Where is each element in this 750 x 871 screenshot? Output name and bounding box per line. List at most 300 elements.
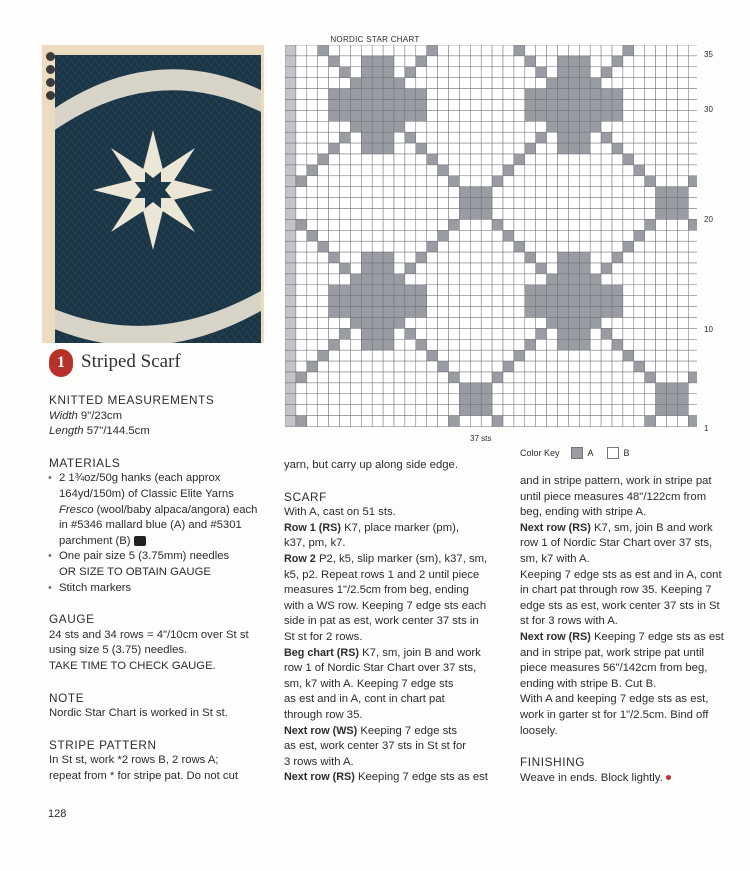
chart-cell: [307, 56, 318, 67]
chart-cell: [492, 154, 503, 165]
scarf-line: st for 3 rows with A.: [520, 615, 618, 628]
chart-edge-cell: [285, 307, 296, 318]
chart-cell: [307, 187, 318, 198]
chart-cell: [372, 219, 383, 230]
chart-cell: [296, 165, 307, 176]
chart-cell: [383, 78, 394, 89]
chart-cell: [634, 296, 645, 307]
row-number: 20: [704, 215, 713, 224]
chart-cell: [427, 383, 438, 394]
chart-cell: [536, 372, 547, 383]
chart-cell: [558, 241, 569, 252]
chart-cell: [449, 143, 460, 154]
chart-cell: [361, 230, 372, 241]
chart-cell: [296, 154, 307, 165]
chart-cell: [481, 241, 492, 252]
chart-cell: [492, 252, 503, 263]
chart-cell: [579, 230, 590, 241]
chart-edge-cell: [285, 318, 296, 329]
chart-cell: [361, 209, 372, 220]
chart-cell: [329, 100, 340, 111]
chart-cell: [492, 263, 503, 274]
chart-cell: [427, 350, 438, 361]
chart-cell: [514, 132, 525, 143]
chart-cell: [470, 339, 481, 350]
chart-cell: [427, 198, 438, 209]
chart-edge-cell: [285, 78, 296, 89]
chart-cell: [438, 394, 449, 405]
chart-cell: [307, 263, 318, 274]
chart-cell: [470, 78, 481, 89]
chart-cell: [503, 78, 514, 89]
chart-cell: [470, 328, 481, 339]
chart-cell: [307, 241, 318, 252]
chart-cell: [525, 110, 536, 121]
chart-cell: [318, 307, 329, 318]
chart-cell: [558, 132, 569, 143]
chart-cell: [590, 383, 601, 394]
chart-cell: [688, 132, 697, 143]
column-2: [284, 458, 504, 786]
chart-cell: [470, 296, 481, 307]
chart-cell: [492, 296, 503, 307]
chart-cell: [601, 187, 612, 198]
chart-cell: [470, 350, 481, 361]
chart-cell: [568, 383, 579, 394]
chart-cell: [372, 187, 383, 198]
chart-cell: [449, 78, 460, 89]
chart-cell: [340, 416, 351, 427]
chart-cell: [329, 110, 340, 121]
chart-cell: [481, 252, 492, 263]
chart-cell: [623, 176, 634, 187]
chart-cell: [459, 78, 470, 89]
chart-cell: [558, 339, 569, 350]
chart-edge-cell: [285, 110, 296, 121]
chart-cell: [612, 219, 623, 230]
chart-cell: [416, 143, 427, 154]
chart-cell: [318, 165, 329, 176]
chart-cell: [449, 328, 460, 339]
chart-cell: [372, 307, 383, 318]
chart-cell: [350, 339, 361, 350]
chart-cell: [361, 241, 372, 252]
chart-cell: [405, 219, 416, 230]
chart-cell: [612, 307, 623, 318]
chart-cell: [405, 165, 416, 176]
chart-cell: [438, 165, 449, 176]
chart-cell: [459, 328, 470, 339]
chart-cell: [601, 209, 612, 220]
chart-edge-cell: [285, 263, 296, 274]
chart-cell: [558, 110, 569, 121]
chart-cell: [492, 361, 503, 372]
chart-cell: [416, 67, 427, 78]
chart-cell: [623, 285, 634, 296]
chart-cell: [677, 143, 688, 154]
chart-cell: [601, 121, 612, 132]
page-number: 128: [48, 808, 67, 820]
chart-cell: [503, 328, 514, 339]
chart-cell: [416, 307, 427, 318]
chart-cell: [688, 230, 697, 241]
chart-cell: [645, 187, 656, 198]
row-1-line: Row 1 (RS) K7, place marker (pm),: [284, 521, 460, 534]
chart-cell: [514, 394, 525, 405]
chart-cell: [492, 89, 503, 100]
chart-cell: [481, 405, 492, 416]
chart-cell: [514, 372, 525, 383]
chart-cell: [547, 89, 558, 100]
knitted-measurements-heading: KNITTED MEASUREMENTS: [49, 393, 215, 407]
chart-cell: [350, 209, 361, 220]
chart-cell: [514, 307, 525, 318]
chart-cell: [656, 394, 667, 405]
gauge-line: 24 sts and 34 rows = 4"/10cm over St st: [49, 628, 249, 641]
chart-cell: [383, 230, 394, 241]
chart-cell: [492, 328, 503, 339]
chart-cell: [383, 241, 394, 252]
chart-cell: [492, 394, 503, 405]
chart-edge-cell: [285, 121, 296, 132]
chart-cell: [601, 296, 612, 307]
chart-cell: [296, 219, 307, 230]
chart-cell: [688, 328, 697, 339]
chart-cell: [372, 89, 383, 100]
chart-cell: [459, 296, 470, 307]
chart-cell: [623, 219, 634, 230]
chart-cell: [329, 78, 340, 89]
scarf-heading: SCARF: [284, 489, 327, 504]
chart-cell: [558, 296, 569, 307]
chart-cell: [438, 328, 449, 339]
chart-cell: [492, 187, 503, 198]
chart-cell: [394, 296, 405, 307]
chart-cell: [634, 372, 645, 383]
chart-cell: [394, 176, 405, 187]
chart-cell: [536, 263, 547, 274]
chart-cell: [318, 56, 329, 67]
chart-cell: [416, 263, 427, 274]
chart-cell: [645, 56, 656, 67]
chart-cell: [318, 78, 329, 89]
chart-cell: [459, 383, 470, 394]
chart-cell: [590, 56, 601, 67]
chart-cell: [307, 285, 318, 296]
chart-cell: [416, 89, 427, 100]
chart-cell: [329, 241, 340, 252]
chart-cell: [340, 230, 351, 241]
chart-cell: [634, 100, 645, 111]
chart-cell: [329, 187, 340, 198]
chart-cell: [558, 100, 569, 111]
chart-cell: [405, 198, 416, 209]
chart-cell: [361, 176, 372, 187]
chart-cell: [525, 372, 536, 383]
chart-cell: [579, 219, 590, 230]
chart-cell: [590, 219, 601, 230]
chart-cell: [612, 67, 623, 78]
chart-cell: [590, 154, 601, 165]
chart-cell: [634, 361, 645, 372]
chart-cell: [503, 67, 514, 78]
chart-cell: [503, 132, 514, 143]
chart-cell: [536, 230, 547, 241]
chart-cell: [329, 56, 340, 67]
chart-cell: [329, 176, 340, 187]
chart-cell: [394, 230, 405, 241]
chart-cell: [405, 132, 416, 143]
chart-cell: [383, 219, 394, 230]
chart-cell: [427, 416, 438, 427]
chart-cell: [525, 328, 536, 339]
chart-cell: [656, 252, 667, 263]
chart-cell: [612, 121, 623, 132]
chart-cell: [307, 132, 318, 143]
chart-cell: [449, 285, 460, 296]
chart-cell: [361, 252, 372, 263]
chart-cell: [394, 383, 405, 394]
chart-cell: [383, 56, 394, 67]
chart-cell: [645, 143, 656, 154]
chart-edge-cell: [285, 154, 296, 165]
chart-cell: [405, 154, 416, 165]
scarf-line: With A and keeping 7 edge sts as est,: [520, 693, 709, 706]
chart-cell: [416, 78, 427, 89]
chart-cell: [645, 328, 656, 339]
scarf-photo: [55, 55, 261, 343]
chart-cell: [568, 56, 579, 67]
chart-cell: [656, 89, 667, 100]
chart-cell: [438, 296, 449, 307]
chart-cell: [383, 328, 394, 339]
chart-cell: [296, 187, 307, 198]
chart-cell: [416, 339, 427, 350]
chart-cell: [547, 219, 558, 230]
chart-cell: [394, 56, 405, 67]
chart-cell: [514, 100, 525, 111]
chart-cell: [558, 307, 569, 318]
chart-cell: [547, 176, 558, 187]
chart-cell: [459, 187, 470, 198]
scarf-line: and in stripe pattern, work in stripe pat: [520, 475, 712, 487]
chart-edge-cell: [285, 165, 296, 176]
chart-cell: [427, 405, 438, 416]
chart-cell: [514, 230, 525, 241]
chart-cell: [688, 307, 697, 318]
chart-cell: [645, 67, 656, 78]
chart-cell: [405, 78, 416, 89]
column-1: [49, 393, 269, 784]
chart-cell: [590, 296, 601, 307]
chart-cell: [612, 100, 623, 111]
chart-cell: [416, 56, 427, 67]
chart-cell: [677, 350, 688, 361]
chart-cell: [361, 67, 372, 78]
chart-cell: [329, 263, 340, 274]
chart-cell: [394, 339, 405, 350]
chart-cell: [579, 416, 590, 427]
chart-cell: [329, 219, 340, 230]
chart-cell: [361, 339, 372, 350]
chart-cell: [667, 296, 678, 307]
chart-cell: [579, 285, 590, 296]
chart-cell: [481, 176, 492, 187]
color-key: [520, 447, 630, 459]
chart-cell: [547, 198, 558, 209]
chart-cell: [536, 56, 547, 67]
chart-cell: [645, 405, 656, 416]
scarf-line: piece measures 56"/142cm from beg,: [520, 662, 708, 675]
chart-cell: [459, 339, 470, 350]
chart-cell: [645, 219, 656, 230]
chart-cell: [623, 67, 634, 78]
chart-cell: [372, 361, 383, 372]
chart-cell: [688, 274, 697, 285]
chart-cell: [416, 241, 427, 252]
chart-cell: [340, 198, 351, 209]
chart-cell: [568, 67, 579, 78]
chart-cell: [383, 405, 394, 416]
chart-cell: [427, 209, 438, 220]
chart-cell: [568, 394, 579, 405]
chart-cell: [383, 165, 394, 176]
chart-cell: [547, 296, 558, 307]
chart-cell: [470, 67, 481, 78]
chart-cell: [623, 361, 634, 372]
chart-cell: [470, 307, 481, 318]
chart-cell: [449, 339, 460, 350]
chart-cell: [634, 132, 645, 143]
chart-cell: [536, 416, 547, 427]
chart-cell: [634, 56, 645, 67]
chart-cell: [612, 372, 623, 383]
length-line: Length 57"/144.5cm: [49, 425, 150, 438]
chart-cell: [525, 405, 536, 416]
chart-edge-cell: [285, 252, 296, 263]
chart-cell: [677, 328, 688, 339]
chart-cell: [688, 143, 697, 154]
chart-cell: [427, 361, 438, 372]
chart-cell: [372, 143, 383, 154]
chart-cell: [525, 45, 536, 56]
chart-cell: [438, 219, 449, 230]
chart-cell: [361, 307, 372, 318]
chart-cell: [470, 56, 481, 67]
chart-cell: [438, 405, 449, 416]
chart-cell: [601, 165, 612, 176]
scarf-line: sm, k7 with A.: [520, 552, 590, 565]
chart-cell: [340, 339, 351, 350]
chart-cell: [307, 350, 318, 361]
chart-cell: [394, 394, 405, 405]
chart-cell: [340, 176, 351, 187]
chart-cell: [318, 361, 329, 372]
chart-cell: [459, 285, 470, 296]
chart-cell: [568, 230, 579, 241]
chart-cell: [547, 56, 558, 67]
chart-cell: [525, 285, 536, 296]
chart-cell: [383, 361, 394, 372]
chart-cell: [481, 328, 492, 339]
chart-cell: [481, 263, 492, 274]
chart-cell: [656, 416, 667, 427]
chart-cell: [350, 67, 361, 78]
chart-cell: [296, 78, 307, 89]
chart-cell: [623, 198, 634, 209]
chart-cell: [350, 350, 361, 361]
chart-cell: [667, 45, 678, 56]
chart-cell: [372, 132, 383, 143]
chart-cell: [536, 209, 547, 220]
chart-cell: [634, 154, 645, 165]
chart-edge-cell: [285, 383, 296, 394]
chart-edge-cell: [285, 350, 296, 361]
chart-cell: [459, 67, 470, 78]
chart-cell: [340, 263, 351, 274]
chart-edge-cell: [285, 405, 296, 416]
chart-cell: [656, 56, 667, 67]
binder-hole: [46, 65, 55, 74]
chart-cell: [405, 285, 416, 296]
chart-cell: [350, 100, 361, 111]
chart-cell: [492, 285, 503, 296]
chart-cell: [481, 78, 492, 89]
scarf-line: as est and in A, cont in chart pat: [284, 693, 445, 706]
chart-cell: [296, 318, 307, 329]
chart-cell: [536, 78, 547, 89]
chart-cell: [361, 263, 372, 274]
chart-cell: [667, 110, 678, 121]
chart-cell: [514, 110, 525, 121]
row-number: 10: [704, 325, 713, 334]
chart-cell: [372, 383, 383, 394]
chart-cell: [667, 209, 678, 220]
chart-cell: [568, 219, 579, 230]
chart-cell: [536, 252, 547, 263]
chart-cell: [677, 230, 688, 241]
chart-cell: [361, 78, 372, 89]
chart-cell: [667, 372, 678, 383]
chart-cell: [350, 416, 361, 427]
scarf-line: sm, k7 with A. Keeping 7 edge sts: [284, 677, 454, 690]
chart-cell: [427, 296, 438, 307]
chart-grid: [285, 45, 697, 429]
chart-cell: [677, 67, 688, 78]
chart-cell: [525, 416, 536, 427]
chart-cell: [503, 241, 514, 252]
chart-cell: [416, 110, 427, 121]
chart-cell: [667, 252, 678, 263]
chart-cell: [547, 241, 558, 252]
chart-cell: [318, 263, 329, 274]
chart-cell: [361, 187, 372, 198]
chart-cell: [361, 56, 372, 67]
chart-cell: [372, 67, 383, 78]
chart-cell: [601, 372, 612, 383]
chart-cell: [677, 416, 688, 427]
chart-cell: [558, 78, 569, 89]
chart-cell: [612, 78, 623, 89]
chart-cell: [568, 252, 579, 263]
chart-cell: [536, 187, 547, 198]
chart-cell: [449, 241, 460, 252]
chart-cell: [350, 361, 361, 372]
chart-cell: [383, 176, 394, 187]
chart-cell: [340, 219, 351, 230]
chart-cell: [307, 110, 318, 121]
chart-cell: [492, 67, 503, 78]
